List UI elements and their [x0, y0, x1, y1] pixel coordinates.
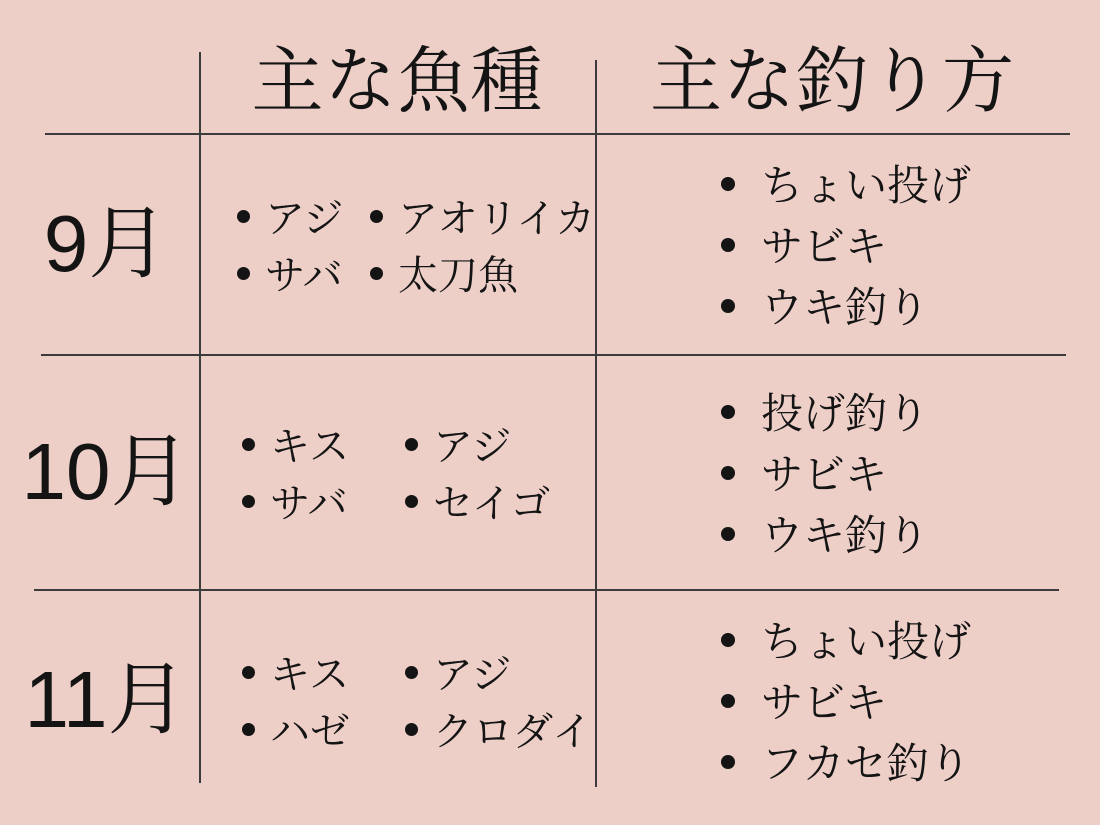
method-name: サビキ [761, 222, 888, 270]
bullet-icon [370, 210, 383, 223]
month-label-september: 9月 [43, 198, 169, 288]
method-item [595, 730, 1075, 791]
bullet-icon [721, 177, 735, 191]
method-item [595, 502, 1075, 563]
bullet-icon [721, 633, 735, 647]
fish-item [242, 643, 405, 700]
bullet-icon [405, 495, 418, 508]
fish-name: サバ [270, 481, 348, 526]
fish-item [242, 700, 405, 757]
method-item [595, 152, 1075, 213]
method-item [595, 669, 1075, 730]
method-name: ウキ釣り [761, 511, 930, 559]
method-item [595, 380, 1075, 441]
month-label-october: 10月 [21, 426, 191, 516]
bullet-icon [721, 299, 735, 313]
bullet-icon [242, 723, 255, 736]
month-label-november: 11月 [24, 654, 188, 744]
fish-list-line [199, 472, 596, 529]
fish-item [370, 187, 595, 244]
fish-list-october [199, 354, 596, 589]
fish-list-september [199, 133, 596, 354]
bullet-icon [721, 405, 735, 419]
fish-list-november [199, 589, 596, 810]
bullet-icon [242, 438, 255, 451]
fish-item [242, 415, 405, 472]
fish-item [405, 472, 550, 529]
fish-item [237, 244, 370, 301]
bullet-icon [405, 666, 418, 679]
method-list-november [595, 589, 1075, 810]
method-list-september [595, 133, 1075, 354]
column-header-fishing-methods: 主な釣り方 [649, 41, 1015, 122]
fish-name: キス [270, 424, 350, 469]
method-name: フカセ釣り [761, 739, 971, 787]
bullet-icon [405, 723, 418, 736]
fish-list-line [199, 244, 596, 301]
method-name: サビキ [761, 678, 888, 726]
fish-list-line [199, 415, 596, 472]
bullet-icon [370, 267, 383, 280]
method-item [595, 441, 1075, 502]
bullet-icon [721, 527, 735, 541]
method-name: 投げ釣り [761, 389, 930, 437]
method-item [595, 274, 1075, 335]
bullet-icon [242, 666, 255, 679]
bullet-icon [721, 694, 735, 708]
fish-list-line [199, 187, 596, 244]
fish-list-line [199, 643, 596, 700]
bullet-icon [721, 238, 735, 252]
fish-name: サバ [265, 253, 343, 298]
fish-item [370, 244, 518, 301]
method-list-october [595, 354, 1075, 589]
bullet-icon [237, 267, 250, 280]
method-name: ウキ釣り [761, 283, 930, 331]
method-name: サビキ [761, 450, 888, 498]
bullet-icon [237, 210, 250, 223]
fish-name: キス [270, 652, 350, 697]
bullet-icon [721, 755, 735, 769]
fish-item [237, 187, 370, 244]
fish-name: クロダイ [433, 709, 593, 754]
method-item [595, 213, 1075, 274]
bullet-icon [242, 495, 255, 508]
bullet-icon [721, 466, 735, 480]
method-name: ちょい投げ [761, 617, 972, 665]
bullet-icon [405, 438, 418, 451]
fish-item [405, 643, 511, 700]
fish-item [405, 700, 592, 757]
fish-name: アジ [433, 424, 512, 469]
method-item [595, 608, 1075, 669]
fish-name: セイゴ [433, 481, 551, 526]
fish-name: アジ [265, 196, 344, 241]
fish-name: アオリイカ [398, 196, 596, 241]
fish-name: ハゼ [270, 709, 350, 754]
fish-item [405, 415, 511, 472]
column-header-fish-species: 主な魚種 [251, 41, 544, 122]
fish-name: 太刀魚 [398, 253, 518, 298]
fish-item [242, 472, 405, 529]
fish-list-line [199, 700, 596, 757]
method-name: ちょい投げ [761, 161, 972, 209]
fish-name: アジ [433, 652, 512, 697]
